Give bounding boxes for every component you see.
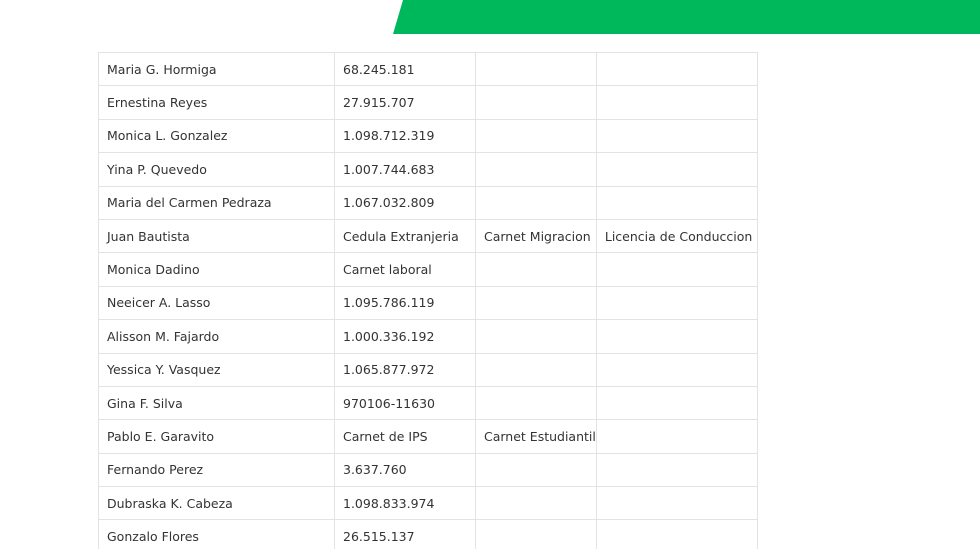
table-row (99, 353, 758, 386)
table-cell: Pablo E. Garavito (99, 420, 335, 453)
table-cell (476, 286, 597, 319)
table-cell: Maria del Carmen Pedraza (99, 186, 335, 219)
table-row (99, 453, 758, 486)
table-cell (596, 86, 757, 119)
table-cell (596, 487, 757, 520)
table-cell: Gonzalo Flores (99, 520, 335, 549)
green-header-banner (393, 0, 980, 34)
table-cell (596, 153, 757, 186)
table-cell (596, 320, 757, 353)
table-row (99, 219, 758, 252)
table-cell: 3.637.760 (335, 453, 476, 486)
table-row (99, 320, 758, 353)
table-cell: Monica L. Gonzalez (99, 119, 335, 152)
table-cell: Carnet de IPS (335, 420, 476, 453)
table-row (99, 253, 758, 286)
table-cell: Ernestina Reyes (99, 86, 335, 119)
table-cell: Neeicer A. Lasso (99, 286, 335, 319)
table-cell: 1.098.712.319 (335, 119, 476, 152)
table-cell: 1.067.032.809 (335, 186, 476, 219)
table-row (99, 520, 758, 549)
table-cell: Monica Dadino (99, 253, 335, 286)
table-cell (476, 119, 597, 152)
table-cell (476, 453, 597, 486)
table-cell: Fernando Perez (99, 453, 335, 486)
table-cell: 26.515.137 (335, 520, 476, 549)
table-cell: 970106-11630 (335, 386, 476, 419)
table-cell: 1.065.877.972 (335, 353, 476, 386)
table-row (99, 86, 758, 119)
table-cell: Carnet Migracion (476, 219, 597, 252)
table-cell (476, 520, 597, 549)
table-cell (476, 320, 597, 353)
table-cell (596, 520, 757, 549)
table-row (99, 286, 758, 319)
table-row (99, 420, 758, 453)
table-row (99, 119, 758, 152)
table-cell: 1.007.744.683 (335, 153, 476, 186)
table-row (99, 186, 758, 219)
table-cell (596, 119, 757, 152)
table-cell (596, 253, 757, 286)
table-cell (596, 53, 757, 86)
table-body (99, 53, 758, 549)
table-cell: Yessica Y. Vasquez (99, 353, 335, 386)
table-cell: Alisson M. Fajardo (99, 320, 335, 353)
table-cell (596, 286, 757, 319)
table-cell: 1.000.336.192 (335, 320, 476, 353)
table-cell: Cedula Extranjeria (335, 219, 476, 252)
table-cell (596, 353, 757, 386)
table-cell (596, 453, 757, 486)
table-row (99, 487, 758, 520)
table-cell: Yina P. Quevedo (99, 153, 335, 186)
people-id-table (98, 52, 758, 549)
table-cell: 1.098.833.974 (335, 487, 476, 520)
table-cell (596, 186, 757, 219)
table-cell: Licencia de Conduccion (596, 219, 757, 252)
table-cell: 27.915.707 (335, 86, 476, 119)
table-cell: Maria G. Hormiga (99, 53, 335, 86)
table-cell: 1.095.786.119 (335, 286, 476, 319)
table-cell (476, 253, 597, 286)
table-cell (596, 420, 757, 453)
table-cell (476, 487, 597, 520)
table-cell: Gina F. Silva (99, 386, 335, 419)
table-cell: Carnet laboral (335, 253, 476, 286)
table-row (99, 53, 758, 86)
table-row (99, 153, 758, 186)
table-row (99, 386, 758, 419)
table-cell (476, 353, 597, 386)
table-cell (476, 386, 597, 419)
table-cell (476, 186, 597, 219)
table-cell: Carnet Estudiantil (476, 420, 597, 453)
table-cell: Dubraska K. Cabeza (99, 487, 335, 520)
table-cell: 68.245.181 (335, 53, 476, 86)
table-cell: Juan Bautista (99, 219, 335, 252)
table-cell (476, 53, 597, 86)
table-cell (476, 86, 597, 119)
table-cell (476, 153, 597, 186)
table-cell (596, 386, 757, 419)
